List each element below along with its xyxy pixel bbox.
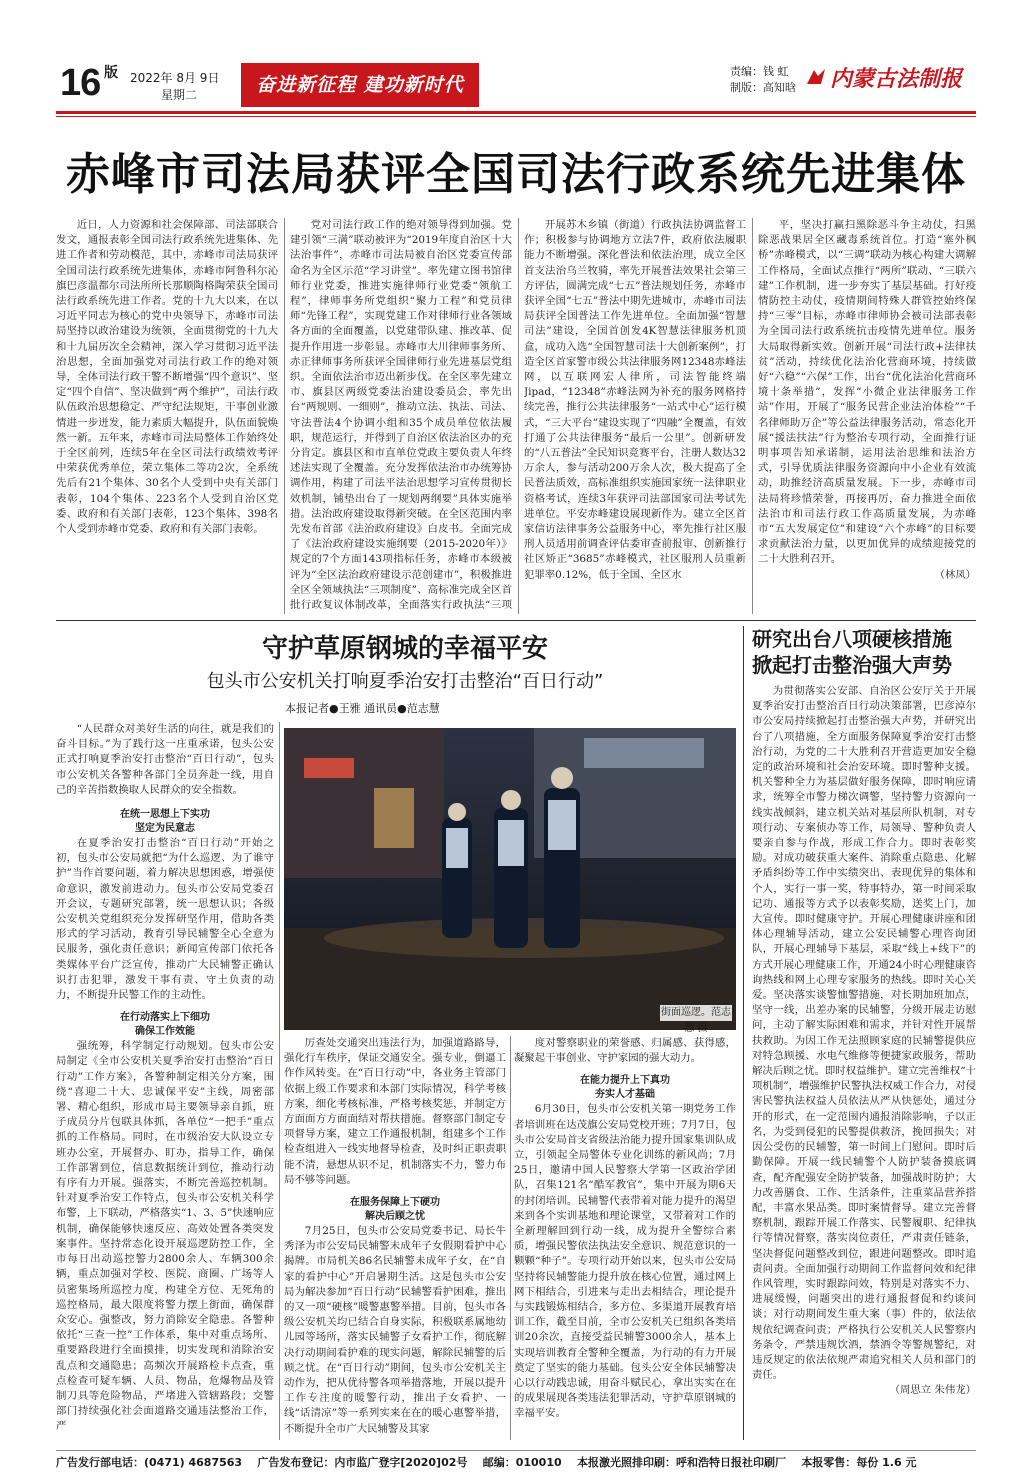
issue-weekday: 星期二 <box>161 88 198 102</box>
section-slogan: 奋进新征程 建功新时代 <box>241 63 479 107</box>
footer-rule <box>56 1450 976 1451</box>
section-subheading: 坚定为民意志 <box>135 823 195 835</box>
emblem-icon <box>805 66 827 88</box>
page-number: 16 <box>60 62 101 104</box>
header-rule <box>56 111 976 114</box>
column-divider <box>752 218 753 614</box>
article-divider <box>743 626 744 1440</box>
footer-phone: 广告发行部电话：(0471) 4687563 <box>56 1456 243 1469</box>
section-heading: 在能力提升上下真功 <box>580 1075 670 1087</box>
section-body-continued: 度对警察职业的荣誉感、归属感、获得感，凝聚起干事创业、守护家园的强大动力。 <box>514 1037 736 1065</box>
column-divider <box>284 218 285 614</box>
header-rule-thin <box>56 116 976 117</box>
footer-license: 广告发布登记：内市监广登字[2020]02号 <box>257 1456 468 1469</box>
column-divider <box>518 218 519 614</box>
article3-author: （周思立 朱伟龙） <box>889 1384 976 1397</box>
article2-column-3 <box>514 1036 736 1440</box>
section-body: 6月30日，包头市公安机关第一期党务工作者培训班在达茂旗公安局党校开班；7月7日，包头市公安局首支省级法治能力提升国家集训队成立，引领起全局警体专业化训练的新风尚；7月25日，邀请中国人民警察大学第一区政治学团队，召集121名“酷军教官”，集中开展为期6天的封闭培训。民辅警代表带着对能力提升的渴望来到各个实训基地和理论课堂，又带着对工作的全新理解回到行动一线，成为提升全警综合素质，增强民警依法执法安全意识、规范意识的一颗颗“种子”。专项行动开始以来，包头市公安局坚持将民辅警能力提升放在核心位置，通过网上网下相结合，引进来与走出去相结合，理论提升与实践锻炼相结合，多方位、多渠道开展教育培训工作，截至目前，全市公安机关已组织各类培训20余次，直接受益民辅警3000余人，基本上实现培训教育全警种全覆盖，为行动的有力开展奠定了坚实的能力基础。包头公安全体民辅警决心以行动践忠诚，用奋斗赋民心，拿出实实在在的成果展现各类违法犯罪活动，守护草原钢城的幸福平安。 <box>514 1103 736 1420</box>
article3-text: 为贯彻落实公安部、自治区公安厅关于开展夏季治安打击整治百日行动决策部署，巴彦淖尔市公安局持续掀起打击整治强大声势，并研究出台了八项措施，全方面服务保障夏季治安打击整治行动，为党的二十大胜利召开营造更加安全稳定的政治环境和社会治安环境。即时警种支援。机关警种全力为基层做好服务保障，即时响应请求，统筹全市警力梯次调警，坚持警力资源向一线实战倾斜，建立机关站对基层所队机制，对专项行动、专案侦办等工作，局领导、警种负责人要亲自参与作战，形成工作合力。即时表彰奖励。对成功破获重大案件、消除重点隐患、化解矛盾纠纷等工作中实绩突出、表现优异的集体和个人，实行一事一奖，特事特办，第一时间采取记功、通报等方式予以表彰奖励，送奖上门，加大宣传。即时健康守护。开展心理健康讲座和团体心理辅导活动，建立公安民辅警心理咨询团队，开展心理辅导下基层，采取“线上+线下”的方式开展心理健康工作，开通24小时心理健康咨询热线和网上心理专家服务的热线。即时关心关爱。坚决落实谈警恤警措施，对长期加班加点，坚守一线，出差办案的民辅警，分级开展走访慰问，主动了解实际困难和需求，并针对性开展帮扶救助。为因工作无法照顾家庭的民辅警提供应对特急顾援、水电气维修等便捷家政服务，帮助解决后顾之忧。即时权益维护。建立完善维权“十项机制”，增强维护民警执法权威工作合力，对侵害民警执法权益人员依法从严从快惩处，通过分开的形式，在一定范围内通报消除影响，子以正名，为受到侵犯的民警提供救济，挽回损失；对因公受伤的民辅警，第一时间上门慰问。即时后勤保障。开展一线民辅警个人防护装备摸底调查，配齐配强安全防护装备，加强战时防护；大力改善膳食、工作、生活条件，注重菜品营养搭配，丰富水果品类。即时案情督导。建立完善督察机制，跟踪开展工作落实、民警履职、纪律执行等情况督察，落实岗位责任，严肃责任链条，坚决督促问题整改到位，跟进问题整改。即时追责问责。全面加强行动期间工作监督问效和纪律作风管理，实时跟踪问效，特别是对落实不力、进展缓慢，问题突出的进行通报督促和约谈问谈；对行动期间发生重大案（事）件的，依法依规依纪调查问责；严格执行公安机关人民警察内务条令，严禁违规饮酒，禁酒令等警规警纪，对违反规定的依法依规严肃追究相关人员和部门的责任。 <box>752 685 976 1382</box>
article3-body-column <box>752 684 976 1440</box>
article1-col3-text: 开展苏木乡镇（街道）行政执法协调监督工作；积极参与协调地方立法7件，政府依法履职能力不断增强。深化普法和依法治理，成立全区首支法治乌兰牧骑，率先开展普法效果社会第三方评估，圆满完成“七五”普法规划任务，赤峰市获评全国“七五”普法中期先进城市，赤峰市司法局获评全国普法工作先进单位。全面加强“智慧司法”建设，全国首创发4K智慧法律服务机顶盒，成功入选“全国智慧司法十大创新案例”，打造全区首家警市级公共法律服务网12348赤峰法网，以互联网宏人律所，司法智能终端Jipad，“12348”赤峰法网为补充的服务网格持续完善，推行公共法律服务“一站式中心”运行模式，“三大平台”建设实现了“四融”全覆盖，有效打通了公共法律服务“最后一公里”。创新研发的“八五普法”全民知识竞赛平台，注册人数达32万余人，参与活动200万余人次，极大提高了全民普法质效，高标准组织实施国家统一法律职业资格考试，连续3年获评司法部国家司法考试先进单位。平安赤峰建设展现新作为。建立全区首家信访法律事务公益服务中心，率先推行社区服刑人员适用前调查评估委审查前报审、创新推行社区矫正“3685”赤峰模式，社区服刑人员重新犯罪率0.12%，低于全国、全区水 <box>524 219 746 581</box>
section-body: 7月25日，包头市公安局党委书记、局长牛秀泽为市公安局民辅警未成年子女假期看护中心揭牌。市局机关86名民辅警未成年子女，在“自家的看护中心”开启暑期生活。这是包头市公安局为解决参加“百日行动”民辅警看护困难，推出的又一项“硬核”暖警惠警举措。目前，包头市各级公安机关均已结合自身实际，积极联系属地幼儿园等场所，落实民辅警子女看护工作，彻底解决行动期间看护难的现实问题，解除民辅警的后顾之忧。在“百日行动”期间，包头市公安机关主动作为，把从优待警各项举措落地，开展以提升工作专注度的暖警行动，推出子女看护、一线“话清凉”等一系列实来在在的暖心惠警举措，不断提升全市广大民辅警及其家 <box>284 1225 506 1435</box>
main-headline: 赤峰市司法局获评全国司法行政系统先进集体 <box>66 149 966 200</box>
footer <box>56 1454 976 1470</box>
section-divider <box>56 620 976 621</box>
article1-column-2 <box>290 218 512 614</box>
section-heading: 在统一思想上下实功 <box>120 809 210 821</box>
layout-credit: 制版：高知晗 <box>730 81 796 94</box>
article1-col4-text: 平，坚决打赢扫黑除恶斗争主动仗，扫黑除恶战果居全区藏毒系统首位。打造“塞外枫桥”赤峰模式，以“三调”联动为核心构建大调解工作格局，全面试点推行“两所”联动、“三联六建”工作机制，进一步夯实了基层基础。打好疫情防控主动仗，疫情期间特殊人群管控始终保持“三零”目标，赤峰市律师协会被司法部表彰为全国司法行政系统抗击疫情先进单位。服务大局取得新实效。创新开展“司法行政+法律扶贫”活动，持续优化法治化营商环境，持续做好“六稳”“六保”工作，出台“优化法治化营商环境十条举措”，发挥“小微企业法律服务工作站”作用，开展了“服务民营企业法治体检”“千名律师助万企”等公益法律服务活动，常态化开展“援法扶法”行为整治专项行动，全面推行证明事项告知承诺制，运用法治思维和法治方式，引导优质法律服务资源向中小企业有效流动，助推经济高质量发展。下一步，赤峰市司法局将珍惜荣誉，再接再厉，奋力推进全面依法治市和司法行政工作高质量发展，为赤峰市“五大发展定位”和建设“六个赤峰”的目标要求贡献法治力量，以更加优异的成绩迎接党的二十大胜利召开。 <box>758 219 976 566</box>
photo-caption: 街面巡逻。范志慧 摄 <box>661 1007 731 1034</box>
section-subheading: 确保工作效能 <box>135 1026 195 1038</box>
article2-column-1 <box>56 722 274 1440</box>
section-subheading: 夯实人才基础 <box>595 1089 655 1101</box>
edition-label: 版 <box>104 65 118 81</box>
article2-subtitle: 包头市公安机关打响夏季治安打击整治“百日行动” <box>206 671 604 692</box>
section-heading: 在服务保障上下硬功 <box>350 1197 440 1209</box>
section-heading: 在行动落实上下细功 <box>120 1012 210 1024</box>
article1-column-3 <box>524 218 746 614</box>
article1-column-4 <box>758 218 976 614</box>
article2-byline: 本报记者●王雅 通讯员●范志慧 <box>285 702 440 715</box>
article2-column-2 <box>284 1036 506 1440</box>
section-body: 在夏季治安打击整治“百日行动”开始之初，包头市公安局就把“为什么巡逻、为了谁守护”当作首要问题，着力解决思想困惑，增强使命意识，激发前进动力。包头市公安局党委召开会议，专题研究部署，统一思想认识；各级公安机关党组织充分发挥研坚作用，借助各类形式的学习活动，教育引导民辅警全心全意为民服务，强化责任意识；新闻宣传部门依托各类媒体平台广泛宣传，推动广大民辅警正确认识打击犯罪，激发干事有责、守土负责的动力，不断提升民警工作的主动性。 <box>56 837 274 1002</box>
section-body: 强统筹，科学制定行动规划。包头市公安局制定《全市公安机关夏季治安打击整治“百日行动”工作方案》，各警种制定相关分方案，围绕“喜迎二十大、忠诚保平安”主线，周密部署、精心组织，形成市局主要领导亲自抓，班子成员分片包联具体抓，各单位“一把手”重点抓的工作格局。同时，在市级治安大队设立专班办公室，开展督办、盯办，指导工作，确保工作部署到位，信息数据统计到位，推动行动有序有力开展。强落实，不断完善巡控机制。针对夏季治安工作特点，包头市公安机关科学布警，上下联动，严格落实“1、3、5”快速响应机制，确保能够快速反应、高效处置各类突发案事件。坚持常态化设开展巡逻防控工作，全市每日出动巡控警力2800余人、车辆300余辆，重点加强对学校、医院、商圈、广场等人员密集场所巡控力度，构建全方位、无死角的巡控格局，最大限度将警力摆上街面，确保群众安心。强整改，努力消除安全隐患。各警种依托“三查一控”工作体系，集中对重点场所、重要路段进行全面摸排，切实发现和消除治安乱点和交通隐患；高频次开展路检卡点查，重点检查可疑车辆、人员、物品，危爆物品及管制刀具等危险物品，严堵进入管辖路段；交警部门持续强化社会面道路交通违法整治工作，严 <box>56 1040 274 1433</box>
article1-column-1 <box>56 218 278 614</box>
footer-postcode: 邮编：010010 <box>482 1456 562 1469</box>
article1-author: （林凤） <box>934 568 976 581</box>
article2-intro: “人民群众对美好生活的向往，就是我们的奋斗目标。”为了践行这一庄重承诺，包头公安正式打响夏季治安打击整治“百日行动”，包头市公安机关各警种各部门全员奔赴一线，用自己的辛苦指数换取人民群众的安全指数。 <box>56 723 274 796</box>
section-body-continued: 厉查处交通突出违法行为，加强道路路导，强化行车秩序，保证交通安全。强专业，倒逼工作作风转变。在“百日行动”中，各业务主管部门依据上级工作要求和本部门实际情况，科学考核方案，细化考核标准，严格考核奖惩，并制定方方面面方方面面结对帮扶措施。督察部门制定专项督导方案，建立工作通报机制，组建多个工作检查组进入一线实地督导检查，及时纠正职责职能不清，悬想从识不足，机制落实不力，警力布局不够等问题。 <box>284 1037 506 1186</box>
section-subheading: 解决后顾之忧 <box>365 1211 425 1223</box>
street-patrol-image <box>284 728 736 1034</box>
article1-col1-text: 近日，人力资源和社会保障部、司法部联合发文，通报表彰全国司法行政系统先进集体、先进工作者和劳动模范，其中，赤峰市司法局获评全国司法行政系统先进集体，赤峰市阿鲁科尔沁旗巴彦温都尔司法所所长那顺陶格陶荣获全国司法行政系统先进工作者。党的十九大以来，在以习近平同志为核心的党中央领导下，赤峰市司法局坚持以政治建设为统领，全面贯彻党的十九大和十九届历次全会精神，深入学习贯彻习近平法治思想，全面加强党对司法行政工作的绝对领导，全体司法行政干警不断增强“四个意识”、坚定“四个自信”、坚决做到“两个维护”，司法行政队伍政治思想稳定、严守纪法规矩，干事创业激情进一步迸发，能力素质大幅提升，队伍面貌焕然一新。五年来，赤峰市司法局整体工作始终处于全区前列，连续5年在全区司法行政绩效考评中荣获优秀单位，荣立集体二等功2次，全系统先后有21个集体、30名个人受到中央有关部门表彰，104个集体、223名个人受到自治区党委、政府和有关部门表彰，123个集体、398名个人受到赤峰市党委、政府和有关部门表彰。 <box>56 219 278 536</box>
column-divider <box>279 722 280 1440</box>
issue-date: 2022年 8月 9日 <box>130 71 220 85</box>
column-divider <box>510 1036 511 1440</box>
footer-printer: 本报激光照排印刷：呼和浩特日报社印刷厂 <box>576 1456 786 1469</box>
article2-title: 守护草原钢城的幸福平安 <box>261 634 548 664</box>
newspaper-title: 内蒙古法制报 <box>830 66 963 92</box>
patrol-photo <box>284 728 736 1034</box>
article1-col2-text: 党对司法行政工作的绝对领导得到加强。党建引领“三满”联动被评为“2019年度自治区十大法治事件”，赤峰市司法局被自治区党委宣传部命名为全区示范“学习讲堂”。率先建立图书馆律师行业党委，推进实施律师行业党委“领航工程”，律师事务所党组织“聚力工程”和党员律师“先锋工程”，实现党建工作对律师行业各领域各方面的全面覆盖，以党建带队建、推改革、促提升作用进一步彰显。赤峰市大川律师事务所、赤正律师事务所获评全国律师行业先进基层党组织。全面依法治市迈出新步伐。在全区率先建立市、旗县区两级党委法治建设委员会，率先出台“两规则、一细则”，推动立法、执法、司法、守法普法4个协调小组和35个成员单位依法履职，规范运行，并得到了自治区依法治区办的充分肯定。旗县区和市直单位党政主要负责人年终述法实现了全覆盖。充分发挥依法治市办统筹协调作用，构建了司法平法治思想学习宣传贯彻长效机制，铺垫出台了一规划两纲要”具体实施举措。法治政府建设取得新突破。在全区范围内率先发布首部《法治政府建设》白皮书。全面完成了《法治政府建设实施纲要（2015-2020年）》规定的7个方面143项指标任务，赤峰市本级被评为“全区法治政府建设示范创建市”，积极推进全区全领域执法“三项制度”、高标准完成全区首批行政复议体制改革，全面落实行政执法“三项 <box>290 219 512 612</box>
editor-credit: 责编：钱 虹 <box>730 65 789 78</box>
footer-price: 本报零售：每份 1.6 元 <box>801 1456 917 1469</box>
article3-title: 研究出台八项硬核措施 掀起打击整治强大声势 <box>752 627 952 677</box>
